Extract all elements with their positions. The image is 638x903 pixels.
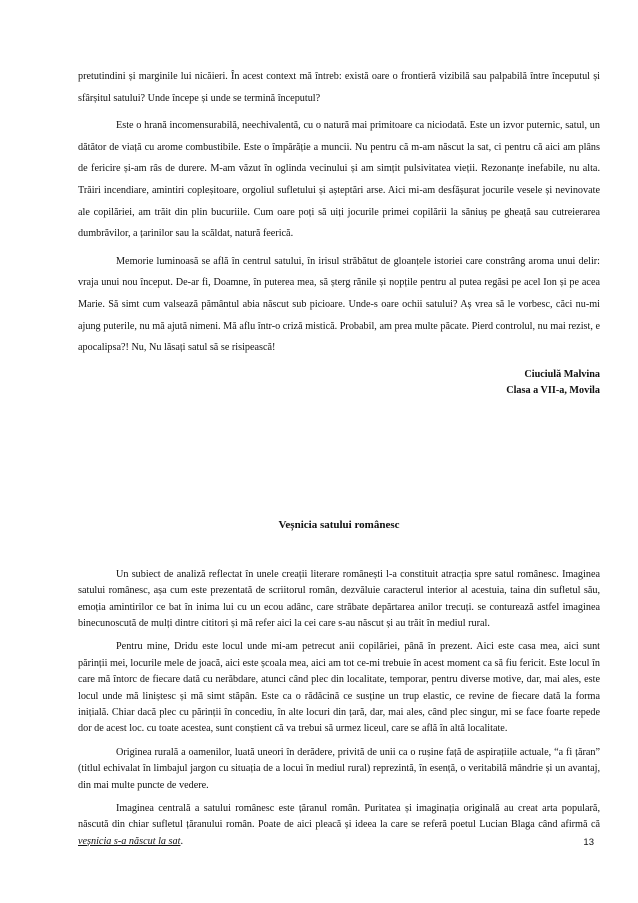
page-number: 13 (583, 837, 594, 848)
paragraph-village-nourishment: Este o hrană incomensurabilă, neechivalentă, cu o natură mai primitoare ca niciodată. Este un izvor puternic, satul, un dătător de viață cu arome combustibile. Este o împărăție a muncii. Nu pentru că m-am născut la sat, ci pentru că aici am plâns de fericire și-am râs de durere. M-am văzut în oglinda vecinului și am simțit pulsivitatea vieții. Rezonanțe inefabile, nu alta. Trăiri incendiare, amintiri copleșitoare, orgoliul sufletului și așteptări arse. Aici mi-am desfășurat jocurile vesele și nevinovate ale copilăriei, am trăit din plin bucuriile. Cum oare poți să uiți jocurile primei copilării la săniuș pe gheață sau cutreierarea dumbrăvilor, a țarinilor sau la scăldat, natură feerică. (78, 120, 600, 240)
paragraph-subject-analysis: Un subiect de analiză reflectat în unele creații literare românești l-a constituit atracția spre satul românesc. Imaginea satului românesc, așa cum este prezentată de scriitorul român, dezvăluie caracterul interior al acestuia, taina din sufletul său, emoția amintirilor ce bat în inima lui cu un ecou adânc, care străbate depărtarea anilor trecuți. se conturează astfel imaginea binecunoscută de mulți dintre cititori și mă refer aici la cei care s-au născut și au trăit în mediul rural. (78, 568, 600, 629)
paragraph-dridu: Pentru mine, Dridu este locul unde mi-am petrecut anii copilăriei, până în prezent. Aici este casa mea, aici sunt părinții mei, locurile mele de joacă, aici este școala mea, aici am tot ce-mi trebuie în acest moment ca să fiu fericit. Este locul în care mă întorc de fiecare dată cu nerăbdare, atunci când plec din localitate, temporar, pentru diverse motive, dar, mai ales, este locul unde mă liniștesc și mă simt stăpân. Este ca o rădăcină ce susține un trup elastic, ce revine de fiecare dată la forma inițială. Chiar dacă plec cu părinții în concediu, în alte locuri din țară, dar, mai ales, când plec singur, mi se face foarte repede dor de acest loc. cu toate acestea, sunt conștient că va trebui să urmez liceul, care se află în altă localitate. (78, 641, 600, 735)
article-title: Veșnicia satului românesc (278, 518, 400, 531)
paragraph-romanian-peasant (78, 801, 600, 850)
paragraph-luminous-memory: Memorie luminoasă se află în centrul satului, în irisul străbătut de gloanțele istoriei care constrâng aroma unui delir: vraja unui nou început. De-ar fi, Doamne, în puterea mea, să șterg rănile și nopțile pentru al putea regăsi pe acel Ion și pe acea Marie. Să simt cum valsează pământul abia născut sub picioare. Unde-s oare ochii satului? Aș vrea să le vorbesc, căci nu-mi ajung puterile, nu mă ajută nimeni. Mă aflu într-o criză mistică. Probabil, am prea multe păcate. Pierd controlul, nu mai rezist, e apocalipsa?! Nu, Nu lăsați satul să se risipească! (78, 255, 600, 354)
document-page (78, 66, 600, 850)
paragraph-rural-origin: Originea rurală a oamenilor, luată uneori în derădere, privită de unii ca o rușine față de aspirațiile actuale, “a fi țăran” (titlul echivalat în limbajul jargon cu situația de a locui în mediul rural) reprezintă, în esență, o veritabilă mândrie și un avantaj, din mai multe puncte de vedere. (78, 746, 600, 791)
author-name: Ciuciulă Malvina (524, 368, 600, 380)
author-class: Clasa a VII-a, Movila (506, 384, 600, 396)
peasant-text-end: . (180, 835, 183, 847)
author-signature (78, 367, 600, 399)
paragraph-intro-continuation: pretutindini și marginile lui nicăieri. În acest context mă întreb: există oare o frontieră vizibilă sau palpabilă între începutul și sfârșitul satului? Unde începe și unde se termină începutul? (78, 71, 600, 104)
peasant-text: Imaginea centrală a satului românesc este țăranul român. Puritatea și imaginația originală au creat arta populară, născută din chiar sufletul țăranului român. Poate de aici pleacă și ideea la care se referă poetul Lucian Blaga când afirmă că (78, 803, 600, 831)
blaga-quote: veșnicia s-a născut la sat (78, 835, 181, 847)
